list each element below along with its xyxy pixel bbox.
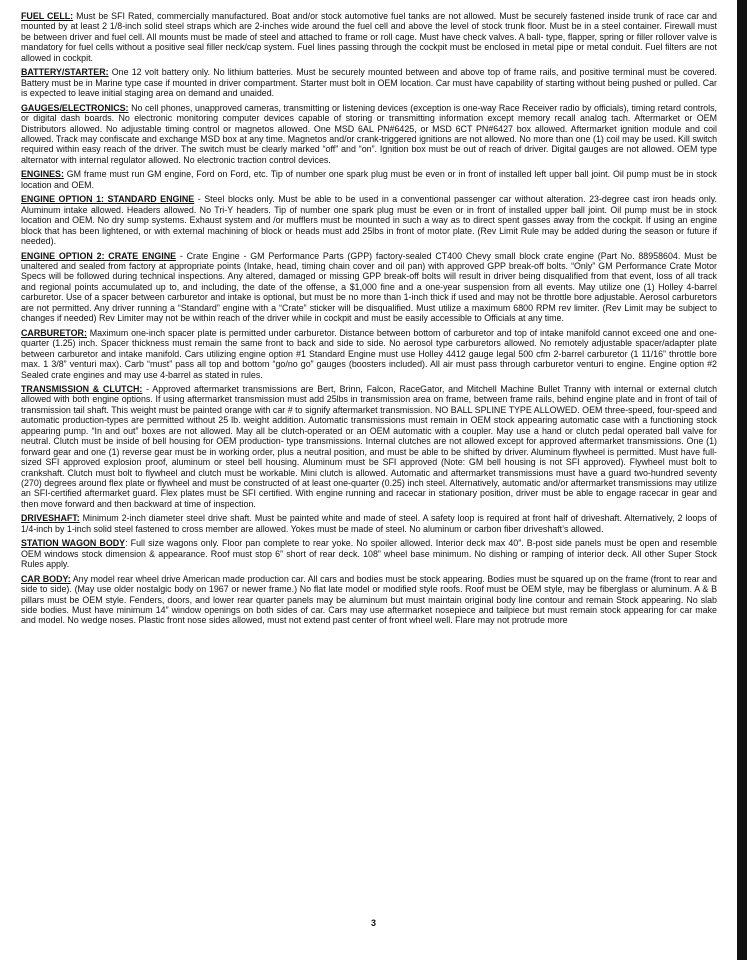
section-carburetor: [21, 328, 717, 380]
body-fuel-cell: Must be SFI Rated, commercially manufactured. Boat and/or stock automotive fuel tanks are not allowed. Must be securely fastened inside trunk of race car and mounted by at least 2 1/8-inch solid steel straps which are 2-inches wide around the fuel cell and above the level of stock trunk floor. Must be in a steel container. Firewall must be between driver and fuel cell. All mounts must be made of steel and attached to frame or roll cage. Must have check valves. A ball- type, flapper, spring or filler rollover valve is mandatory for fuel cells without a positive seal filler neck/cap system. Fuel lines passing through the cockpit must be enclosed in metal pipe or metal conduit. Fuel filters are not allowed in cockpit.: [21, 11, 717, 63]
section-station-wagon-body: [21, 538, 717, 569]
section-engine-option-2: [21, 251, 717, 324]
section-fuel-cell: [21, 11, 717, 63]
heading-transmission-clutch: TRANSMISSION & CLUTCH:: [21, 383, 143, 394]
body-car-body: Any model rear wheel drive American made production car. All cars and bodies must be stock appearing. Bodies must be squared up on the frame (front to rear and side to side). (May use older nostalgic body on 1967 or newer frame.) No flat late model or modified style roofs. Roof must be OEM style, may be fiberglass or aluminum. A & B pillars must be OEM style. Fenders, doors, and lower rear quarter panels may be aluminum but must maintain original body line contour and remain Stock appearing. No slab side bodies. Must have minimum 14” window openings on both sides of car. Cars may use aftermarket nosepiece and tailpiece but must remain stock appearing for car make and model. No wedge noses. Plastic front nose sides allowed, must not extend past center of front wheel well. Flare may not protrude more: [21, 573, 717, 626]
heading-gauges-electronics: GAUGES/ELECTRONICS:: [21, 102, 129, 113]
body-gauges-electronics: No cell phones, unapproved cameras, transmitting or listening devices (exception is one-way Race Receiver radio by officials), timing retard controls, or digital dash boards. No electronic monitoring computer devices capable of storing or transmitting information except memory recall analog tach. Aftermarket or OEM Distributors allowed. No adjustable timing control or magnetos allowed. One MSD 6AL PN#6425, or MSD 6CT PN#6427 box allowed. Aftermarket ignition module and coil allowed. Track may confiscate and exchange MSD box at any time. Magnetos and/or crank-triggered ignitions are not allowed. No more than one (1) coil may be used. Kill switch required within easy reach of the driver. The switch must be clearly marked “off” and “on”. Ignition box must be out of reach of driver. Digital gauges are not allowed. OEM type alternator with internal regulator allowed. No electronic traction control devices.: [21, 102, 717, 165]
body-engine-option-1: - Steel blocks only. Must be able to be used in a conventional passenger car without alteration. 23-degree cast iron heads only. Aluminum intake allowed. Headers allowed. No Tri-Y headers. Tip of number one spark plug must be even or in front of installed upper ball joint. Oil pump must be in stock location and OEM. No dry sump systems. Exhaust system and /or mufflers must be mounted in such a way as to direct spent gasses away from the cockpit. If using an engine block that has been lightened, or with external machining of block or heads must add 25lbs in front of motor plate. (Rev Limit Rule may be added during the season or future if needed).: [21, 194, 717, 247]
body-carburetor: Maximum one-inch spacer plate is permitted under carburetor. Distance between bottom of carburetor and top of intake manifold cannot exceed one and one-quarter (1.25) inch. Spacer thickness must remain the same front to back and side to side. No aerosol type carburetors allowed. No remotely adjustable spacer/adapter plate between carburetor and intake manifold. Cars utilizing engine option #1 Standard Engine must use Holley 4412 gauge legal 500 cfm 2-barrel carburetor (1 11/16” throttle bore max. 1 3/8” venturi max). Carb “must” pass all top and bottom “go/no go” gauges (boosters included). All air must pass through carburetor venturi to engine. Engine option #2 Sealed crate engines and may use 4-barrel as stated in rules.: [21, 327, 717, 380]
body-transmission-clutch: - Approved aftermarket transmissions are Bert, Brinn, Falcon, RaceGator, and Mitchell Machine Bullet Tranny with internal or external clutch allowed with both engine options. If using aftermarket transmission must add 25lbs in transmission area on frame, between frame rails, behind engine plate and in front of tail of transmission tail shaft. This weight must be painted orange with car # to signify aftermarket transmission. NO BALL SPLINE TYPE ALLOWED. OEM three-speed, four-speed and automatic production-types are permitted without 25 lb. weight addition. Automatic transmissions must remain in OEM stock appearing automatic case with a functioning stock appearing pump. “In and out” boxes are not allowed. May all be clutch-operated or an OEM automatic with a coupler. May use a hand or clutch pedal operated ball valve for neutral. Clutch must be inside of bell housing for OEM production- type transmissions. Internal clutches are not allowed except for approved aftermarket transmissions. One (1) forward gear and one (1) reverse gear must be in working order, plus a neutral position, and must be able to be shifted by driver. Aluminum flywheel is permitted. Must have full-sized SFI approved explosion proof, aluminum or steel bell housing. Aluminum must be SFI approved (Note: GM bell housing is not SFI approved). Flywheel must bolt to crankshaft. Clutch must bolt to flywheel and clutch must be workable. Mini clutch is allowed. Automatic and aftermarket transmissions must have a guard two-hundred seventy (270) degrees around flex plate or flywheel and must be constructed of at least one-quarter (0.25) inch steel. Alternatively, automatic and/or aftermarket transmissions may utilize an SFI-certified aftermarket guard. Flex plates must be SFI certified. With engine running and racecar in stationary position, driver must be able to engage racecar in gear and then move forward and then backward at time of inspection.: [21, 383, 717, 509]
section-driveshaft: [21, 513, 717, 534]
page-number: 3: [370, 918, 376, 928]
heading-fuel-cell: FUEL CELL:: [21, 11, 74, 21]
heading-engine-option-1: ENGINE OPTION 1: STANDARD ENGINE: [21, 194, 195, 205]
section-battery-starter: [21, 67, 717, 98]
heading-station-wagon-body: STATION WAGON BODY: [21, 538, 126, 549]
section-engine-option-1: [21, 194, 717, 246]
body-station-wagon-body: : Full size wagons only. Floor pan complete to rear yoke. No spoiler allowed. Interior deck max 40”. B-post side panels must be open and resemble OEM windows stock dimension & appearance. Roof must stop 6” short of rear deck. 108” wheel base minimum. No dishing or ramping of interior deck. All other Super Stock Rules apply.: [21, 538, 717, 570]
heading-battery-starter: BATTERY/STARTER:: [21, 67, 109, 78]
heading-carburetor: CARBURETOR:: [21, 327, 87, 338]
heading-car-body: CAR BODY:: [21, 573, 71, 584]
heading-engines: ENGINES:: [21, 169, 64, 180]
right-edge-border: [737, 0, 747, 960]
body-battery-starter: One 12 volt battery only. No lithium batteries. Must be securely mounted between and above top of frame rails, and positive terminal must be covered. Battery must be in Marine type case if mounted in driver compartment. Starter must bolt in OEM location. Car must have capability of starting without being pushed or pulled. Car is expected to leave initial staging area on demand and unaided.: [21, 67, 717, 99]
section-engines: [21, 169, 717, 190]
section-gauges-electronics: [21, 103, 717, 166]
section-transmission-clutch: [21, 384, 717, 509]
rules-page: [21, 11, 717, 941]
body-engine-option-2: - Crate Engine - GM Performance Parts (GPP) factory-sealed CT400 Chevy small block crate engine (Part No. 88958604. Must be unaltered and sealed from factory at appropriate points (Intake, head, timing chain cover and oil pan) with approved GPP break-off bolts. “Only” GM Performance Crate Motor Specs will be followed during technical inspections. Any altered, damaged or missing GPP break-off bolts will result in driver being disqualified from that event, loss of all track and regional points accumulated up to, and including, the date of the offense, a $1,000 fine and a one-year suspension from all events. May utilize one (1) Holley 4-barrel carburetor. Use of a spacer between carburetor and intake is optional, but must be no more than 1-inch thick if used and may not be throttle bore adjustable. Aerosol carburetors are not permitted. Any driver running a “Standard” engine with a “Crate” sticker will be disqualified. Must utilize a maximum 6800 RPM rev limiter. (Rev Limit may be subject to changes if needed) Rev Limiter may not be within reach of the driver while in cockpit and must be easily accessible to Officials at any time.: [21, 250, 717, 324]
section-car-body: [21, 574, 717, 626]
heading-driveshaft: DRIVESHAFT:: [21, 513, 80, 524]
heading-engine-option-2: ENGINE OPTION 2: CRATE ENGINE: [21, 250, 177, 261]
body-engines: GM frame must run GM engine, Ford on Ford, etc. Tip of number one spark plug must be even or in front of installed left upper ball joint. Oil pump must be in stock location and OEM.: [21, 169, 717, 190]
body-driveshaft: Minimum 2-inch diameter steel drive shaft. Must be painted white and made of steel. A safety loop is required at front half of driveshaft. Alternatively, 2 loops of 1/4-inch by 1-inch solid steel fastened to cross member are allowed. Yokes must be made of steel. No aluminum or carbon fiber driveshaft’s allowed.: [21, 513, 717, 534]
